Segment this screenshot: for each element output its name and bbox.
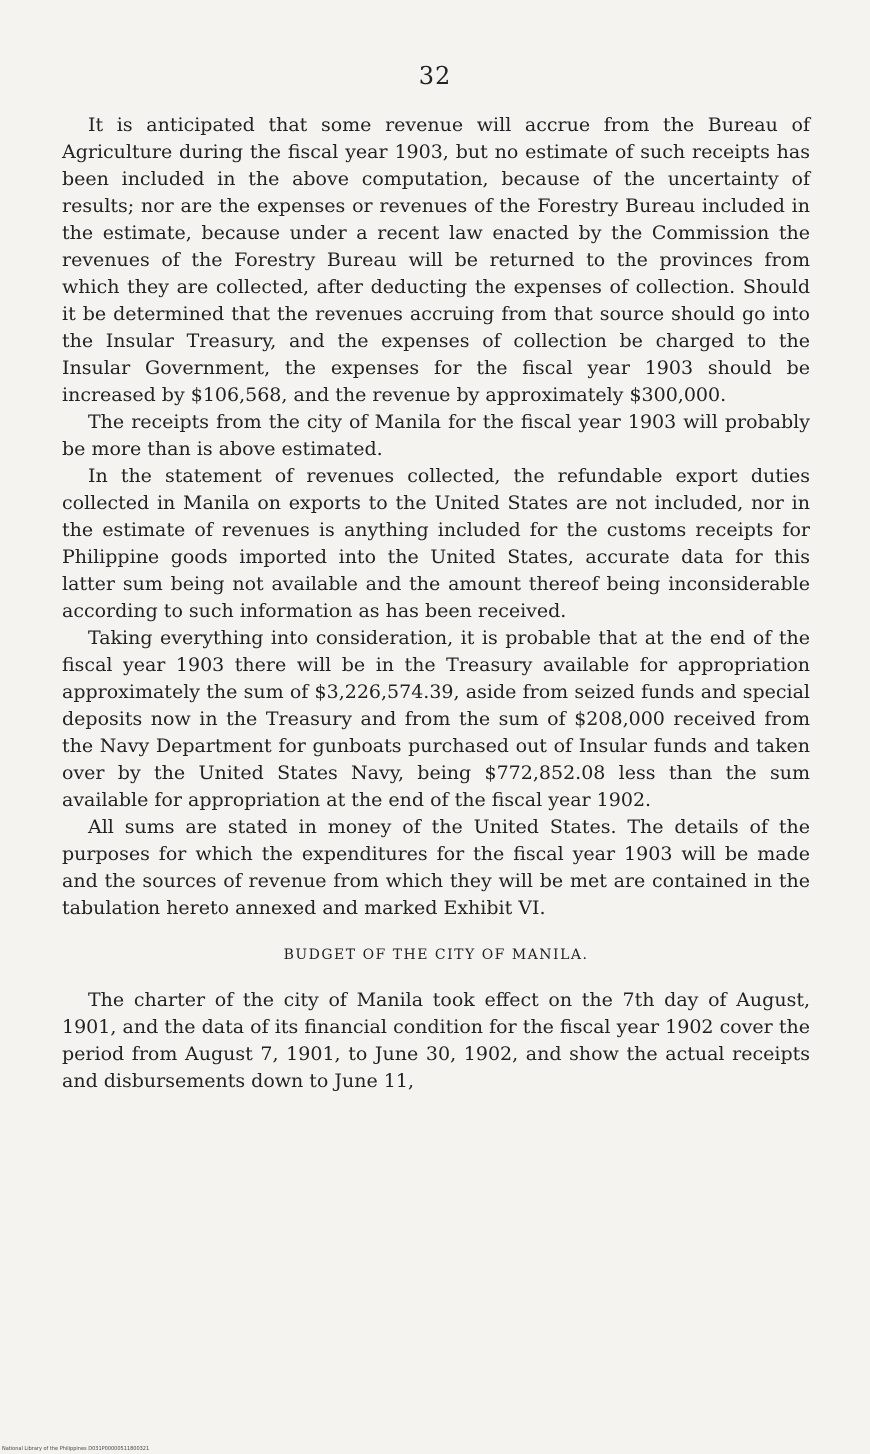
section-heading: BUDGET OF THE CITY OF MANILA. bbox=[283, 947, 589, 963]
page-number: 32 bbox=[418, 62, 452, 90]
paragraph-city-charter: The charter of the city of Manila took effect on the 7th day of August, 1901, and the data of its financial condition for the fiscal year 1902 cover the period from August 7, 1901, to June 30, 1902, and show the actual receipts and disbursements down to June 11, bbox=[62, 989, 810, 1092]
paragraph-money-exhibit: All sums are stated in money of the United States. The details of the purposes for which the expenditures for the fiscal year 1903 will be made and the sources of revenue from which they will be met are contained in the tabulation hereto annexed and marked Exhibit VI. bbox=[62, 816, 810, 919]
body-text bbox=[62, 112, 810, 1095]
footer-credit: National Library of the Philippines D031P00000511800321 bbox=[2, 1446, 150, 1452]
paragraph-export-duties: In the statement of revenues collected, the refundable export duties collected in Manila on exports to the United States are not included, nor in the estimate of revenues is anything included for the customs receipts for Philippine goods imported into the United States, accurate data for this latter sum being not available and the amount thereof being inconsiderable according to such information as has been received. bbox=[62, 465, 810, 622]
paragraph-manila-receipts: The receipts from the city of Manila for the fiscal year 1903 will probably be more than is above estimated. bbox=[62, 411, 810, 460]
paragraph-treasury-estimate: Taking everything into consideration, it is probable that at the end of the fiscal year 1903 there will be in the Treasury available for appropriation approximately the sum of $3,226,574.39, aside from seized funds and special deposits now in the Treasury and from the sum of $208,000 received from the Navy Department for gunboats purchased out of Insular funds and taken over by the United States Navy, being $772,852.08 less than the sum available for appropriation at the end of the fiscal year 1902. bbox=[62, 627, 810, 811]
paragraph-bureau-of-agriculture: It is anticipated that some revenue will accrue from the Bureau of Agriculture during the fiscal year 1903, but no estimate of such receipts has been included in the above computation, because of the uncertainty of results; nor are the expenses or revenues of the Forestry Bureau included in the estimate, because under a recent law enacted by the Commission the revenues of the Forestry Bureau will be returned to the provinces from which they are collected, after deducting the expenses of collection. Should it be determined that the revenues accruing from that source should go into the Insular Treasury, and the expenses of collection be charged to the Insular Government, the expenses for the fiscal year 1903 should be increased by $106,568, and the revenue by approximately $300,000. bbox=[62, 114, 810, 406]
